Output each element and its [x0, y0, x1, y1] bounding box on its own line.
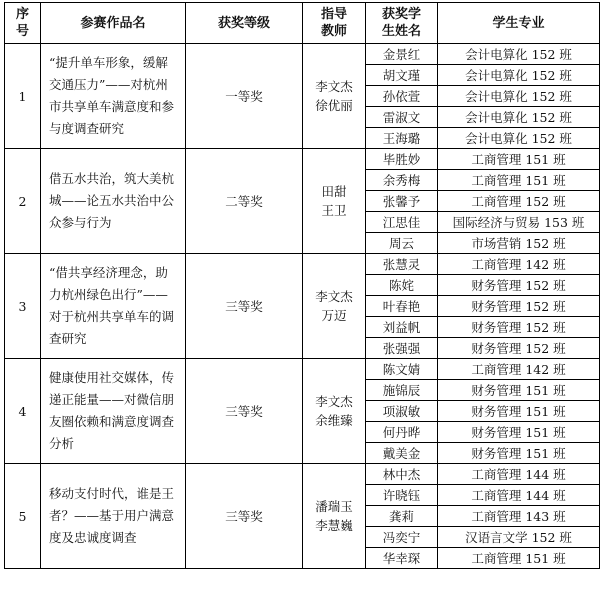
cell-seq: 3	[5, 254, 41, 359]
cell-student-major: 会计电算化 152 班	[438, 107, 600, 128]
cell-award-level: 一等奖	[186, 44, 303, 149]
cell-student-name: 张慧灵	[366, 254, 438, 275]
cell-student-name: 何丹晔	[366, 422, 438, 443]
cell-student-major: 工商管理 143 班	[438, 506, 600, 527]
cell-student-major: 市场营销 152 班	[438, 233, 600, 254]
table-row	[5, 254, 600, 275]
advisor-name: 徐优丽	[315, 98, 353, 113]
cell-student-major: 财务管理 151 班	[438, 380, 600, 401]
cell-student-major: 财务管理 152 班	[438, 275, 600, 296]
cell-seq: 2	[5, 149, 41, 254]
cell-advisors	[303, 254, 366, 359]
cell-student-name: 毕胜妙	[366, 149, 438, 170]
cell-student-name: 龚莉	[366, 506, 438, 527]
cell-student-major: 工商管理 151 班	[438, 170, 600, 191]
cell-student-name: 江思佳	[366, 212, 438, 233]
cell-student-name: 张强强	[366, 338, 438, 359]
table-body	[5, 44, 600, 569]
cell-work-title: “借共享经济理念，助力杭州绿色出行”——对于杭州共享单车的调查研究	[41, 254, 186, 359]
cell-award-level: 三等奖	[186, 464, 303, 569]
advisor-name: 潘瑞玉	[315, 499, 353, 514]
cell-advisors	[303, 44, 366, 149]
cell-student-major: 会计电算化 152 班	[438, 65, 600, 86]
cell-student-major: 国际经济与贸易 153 班	[438, 212, 600, 233]
cell-student-name: 刘益帆	[366, 317, 438, 338]
cell-student-name: 张馨予	[366, 191, 438, 212]
cell-student-name: 金景红	[366, 44, 438, 65]
cell-student-major: 工商管理 151 班	[438, 548, 600, 569]
cell-student-name: 林中杰	[366, 464, 438, 485]
cell-student-major: 工商管理 142 班	[438, 254, 600, 275]
cell-seq: 5	[5, 464, 41, 569]
table-row	[5, 44, 600, 65]
cell-student-name: 周云	[366, 233, 438, 254]
header-major: 学生专业	[438, 3, 600, 44]
advisor-name: 万迈	[321, 308, 347, 323]
cell-student-major: 财务管理 151 班	[438, 443, 600, 464]
cell-student-major: 财务管理 152 班	[438, 338, 600, 359]
cell-student-major: 会计电算化 152 班	[438, 128, 600, 149]
cell-student-name: 余秀梅	[366, 170, 438, 191]
cell-advisors	[303, 464, 366, 569]
cell-student-major: 工商管理 142 班	[438, 359, 600, 380]
cell-student-name: 王海璐	[366, 128, 438, 149]
cell-award-level: 三等奖	[186, 359, 303, 464]
cell-student-major: 汉语言文学 152 班	[438, 527, 600, 548]
header-advisor: 指导 教师	[303, 3, 366, 44]
cell-student-major: 会计电算化 152 班	[438, 86, 600, 107]
cell-student-name: 胡文瑾	[366, 65, 438, 86]
advisor-name: 田甜	[321, 184, 347, 199]
cell-work-title: 借五水共治，筑大美杭城——论五水共治中公众参与行为	[41, 149, 186, 254]
header-row	[5, 3, 600, 44]
cell-student-name: 陈姹	[366, 275, 438, 296]
cell-seq: 1	[5, 44, 41, 149]
cell-work-title: 健康使用社交媒体，传递正能量——对微信朋友圈依赖和满意度调查分析	[41, 359, 186, 464]
header-title: 参赛作品名	[41, 3, 186, 44]
cell-award-level: 三等奖	[186, 254, 303, 359]
cell-student-name: 华幸琛	[366, 548, 438, 569]
header-award: 获奖等级	[186, 3, 303, 44]
header-seq: 序 号	[5, 3, 41, 44]
advisor-name: 李文杰	[315, 79, 353, 94]
cell-student-major: 工商管理 144 班	[438, 485, 600, 506]
cell-student-name: 许晓钰	[366, 485, 438, 506]
cell-student-major: 工商管理 152 班	[438, 191, 600, 212]
table-row	[5, 359, 600, 380]
cell-advisors	[303, 359, 366, 464]
cell-student-major: 财务管理 152 班	[438, 296, 600, 317]
cell-student-major: 财务管理 151 班	[438, 401, 600, 422]
cell-advisors	[303, 149, 366, 254]
header-student: 获奖学 生姓名	[366, 3, 438, 44]
advisor-name: 王卫	[321, 203, 347, 218]
cell-work-title: 移动支付时代，谁是王者？——基于用户满意度及忠诚度调查	[41, 464, 186, 569]
award-table	[4, 2, 600, 569]
cell-student-name: 项淑敏	[366, 401, 438, 422]
cell-student-major: 工商管理 151 班	[438, 149, 600, 170]
cell-award-level: 二等奖	[186, 149, 303, 254]
cell-student-name: 陈文婧	[366, 359, 438, 380]
advisor-name: 李慧巍	[315, 518, 353, 533]
advisor-name: 李文杰	[315, 289, 353, 304]
cell-student-major: 会计电算化 152 班	[438, 44, 600, 65]
cell-seq: 4	[5, 359, 41, 464]
advisor-name: 李文杰	[315, 394, 353, 409]
cell-student-name: 叶春艳	[366, 296, 438, 317]
cell-student-major: 工商管理 144 班	[438, 464, 600, 485]
advisor-name: 余维臻	[315, 413, 353, 428]
table-row	[5, 149, 600, 170]
cell-work-title: “提升单车形象，缓解交通压力”——对杭州市共享单车满意度和参与度调查研究	[41, 44, 186, 149]
cell-student-name: 孙依萱	[366, 86, 438, 107]
cell-student-major: 财务管理 152 班	[438, 317, 600, 338]
cell-student-name: 施锦辰	[366, 380, 438, 401]
cell-student-name: 雷淑文	[366, 107, 438, 128]
award-table-container	[4, 2, 600, 569]
cell-student-name: 戴美金	[366, 443, 438, 464]
table-row	[5, 464, 600, 485]
cell-student-name: 冯奕宁	[366, 527, 438, 548]
cell-student-major: 财务管理 151 班	[438, 422, 600, 443]
